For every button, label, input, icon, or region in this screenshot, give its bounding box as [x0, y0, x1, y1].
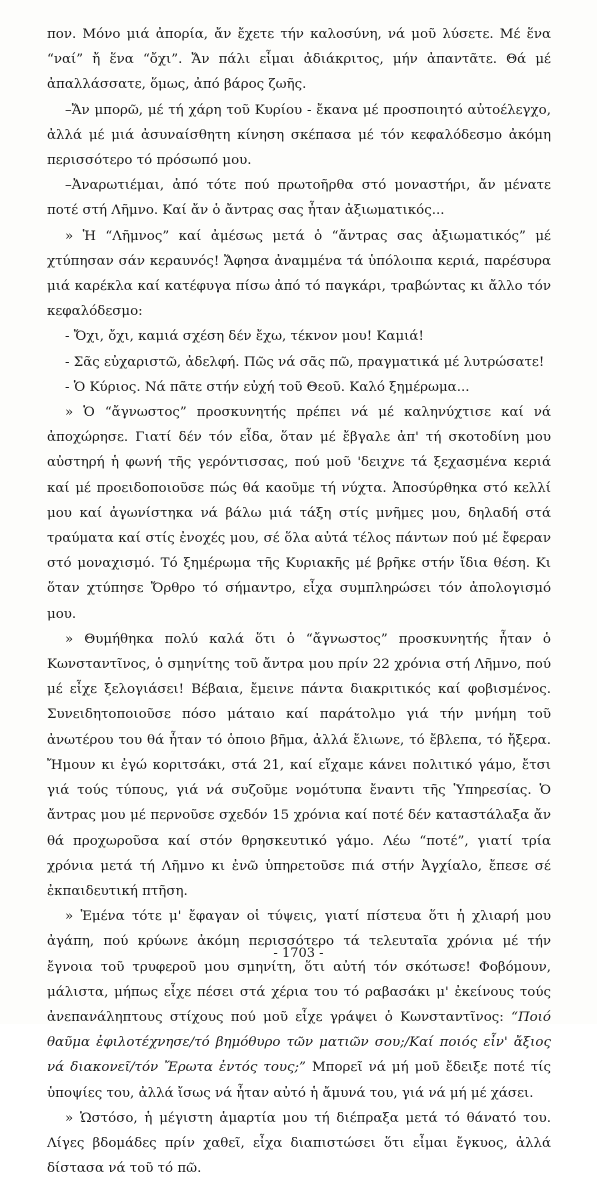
page-body-text	[47, 22, 551, 1181]
paragraph-6: » Θυμήθηκα πολύ καλά ὅτι ὁ “ἄγνωστος” προσκυνητής ἦταν ὁ Κωνσταντῖνος, ὁ σμηνίτης τοῦ ἄντρα μου πρίν 22 χρόνια στή Λῆμνο, πού μέ εἶχε ξελογιάσει! Βέβαια, ἔμεινε πάντα διακριτικός καί φοβισμένος. Συνειδητοποιοῦσε πόσο μάταιο καί παράτολμο γιά τήν μνήμη τοῦ ἀνωτέρου του θά ἦταν τό ὁποιο βῆμα, ἀλλά ἔλιωνε, τό ἔβλεπα, τό ἤξερα. Ἤμουν κι ἐγώ κοριτσάκι, στά 21, καί εἴχαμε κάνει πολιτικό γάμο, ἔτσι γιά τούς τύπους, γιά νά συζοῦμε νομότυπα ἔναντι τῆς Ὑπηρεσίας. Ὁ ἄντρας μου μέ περνοῦσε σχεδόν 15 χρόνια καί ποτέ δέν καταστάλαξα ἄν θά προχωροῦσα καί στόν θρησκευτικό γάμο. Λέω “ποτέ”, γιατί τρία χρόνια μετά τή Λῆμνο κι ἐνῶ ὑπηρετοῦσε πιά στήν Ἀγχίαλο, ἔπεσε σέ ἐκπαιδευτική πτῆση.	[47, 631, 551, 899]
paragraph-2: –Ἄν μπορῶ, μέ τή χάρη τοῦ Κυρίου - ἔκανα μέ προσποιητό αὐτοέλεγχο, ἀλλά μέ μιά ἀσυναίσθητη κίνηση σκέπασα μέ τόν κεφαλόδεσμο ἀκόμη περισσότερο τό πρόσωπό μου.	[47, 102, 551, 169]
paragraph-7-text: » Ἐμένα τότε μ' ἔφαγαν οἱ τύψεις, γιατί πίστευα ὅτι ἡ χλιαρή μου ἀγάπη, πού κρύωνε ἀκόμη περισσότερο τά τελευταῖα χρόνια μέ τήν ἔγνοια τοῦ τρυφεροῦ μου σμηνίτη, ὅτι αὐτή τόν σκότωσε! Φοβόμουν, μάλιστα, μήπως εἶχε πέσει στά χέρια του τό ραβασάκι μ' ἐκείνους τούς ἀνεπανάληπτους στίχους πού μοῦ εἶχε γράψει ὁ Κωνσταντῖνος:	[47, 909, 551, 1025]
paragraph-8: » Ὡστόσο, ἡ μέγιστη ἁμαρτία μου τή διέπραξα μετά τό θάνατό του. Λίγες βδομάδες πρίν χαθεῖ, εἶχα διαπιστώσει ὅτι εἶμαι ἔγκυος, ἀλλά δίστασα νά τοῦ τό πῶ.	[47, 1110, 551, 1177]
poem-quote: “Ποιό θαῦμα ἐφιλοτέχνησε/τό βημόθυρο τῶν ματιῶν σου;/Καί ποιός εἶν' ἄξιος νά διακονεῖ/τόν Ἔρωτα ἐντός τους;”	[47, 1009, 551, 1076]
dialog-line-3: - Ὁ Κύριος. Νά πᾶτε στήν εὐχή τοῦ Θεοῦ. Καλό ξημέρωμα...	[65, 379, 470, 395]
dialog-line-1: - Ὄχι, ὄχι, καμιά σχέση δέν ἔχω, τέκνον μου! Καμιά!	[65, 329, 424, 345]
paragraph-5: » Ὁ “ἄγνωστος” προσκυνητής πρέπει νά μέ καληνύχτισε καί νά ἀποχώρησε. Γιατί δέν τόν εἶδα, ὅταν μέ ἔβγαλε ἀπ' τή σκοτοδίνη μου αὐστηρή ἡ φωνή τῆς γερόντισσας, πού μοῦ 'δειχνε τά ξεχασμένα κεριά καί μέ προειδοποιοῦσε πώς θά καοῦμε τή νύχτα. Ἀποσύρθηκα στό κελλί μου καί ἀγωνίστηκα νά βάλω μιά τάξη στίς μνῆμες μου, δηλαδή στά τραύματα καί στίς ἐνοχές μου, σέ ὅλα αὐτά τέλος πάντων πού μέ ἔφεραν στό μοναχισμό. Τό ξημέρωμα τῆς Κυριακῆς μέ βρῆκε στήν ἴδια θέση. Κι ὅταν χτύπησε Ὄρθρο τό σήμαντρο, εἶχα συμπληρώσει τόν ἀπολογισμό μου.	[47, 405, 551, 622]
dialog-line-2: - Σᾶς εὐχαριστῶ, ἀδελφή. Πῶς νά σᾶς πῶ, πραγματικά μέ λυτρώσατε!	[65, 354, 545, 370]
paragraph-4: » Ἡ “Λῆμνος” καί ἀμέσως μετά ὁ “ἄντρας σας ἀξιωματικός” μέ χτύπησαν σάν κεραυνός! Ἄφησα ἀναμμένα τά ὑπόλοιπα κεριά, παρέσυρα μιά καρέκλα καί κατέφυγα πίσω ἀπό τό παγκάρι, τραβώντας κι ἄλλο τόν κεφαλόδεσμο:	[47, 228, 551, 320]
page-number: - 1703 -	[273, 946, 324, 961]
paragraph-1: πον. Μόνο μιά ἀπορία, ἄν ἔχετε τήν καλοσύνη, νά μοῦ λύσετε. Μέ ἕνα “ναί” ἤ ἕνα “ὄχι”. Ἄν πάλι εἶμαι ἀδιάκριτος, μήν ἀπαντᾶτε. Θά μέ ἀπαλλάσσατε, ὅμως, ἀπό βάρος ζωῆς.	[47, 27, 551, 93]
paragraph-3: –Ἀναρωτιέμαι, ἀπό τότε πού πρωτοῆρθα στό μοναστήρι, ἄν μένατε ποτέ στή Λῆμνο. Καί ἄν ὁ ἄντρας σας ἦταν ἀξιωματικός...	[47, 178, 551, 219]
paragraph-7	[47, 904, 551, 1106]
paragraph-7-tail: Μπορεῖ νά μή μοῦ ἔδειξε ποτέ τίς ὑποψίες του, ἀλλά ἴσως νά ἦταν αὐτό ἡ ἄμυνά του, γιά νά μή μέ χάσει.	[47, 1060, 551, 1101]
